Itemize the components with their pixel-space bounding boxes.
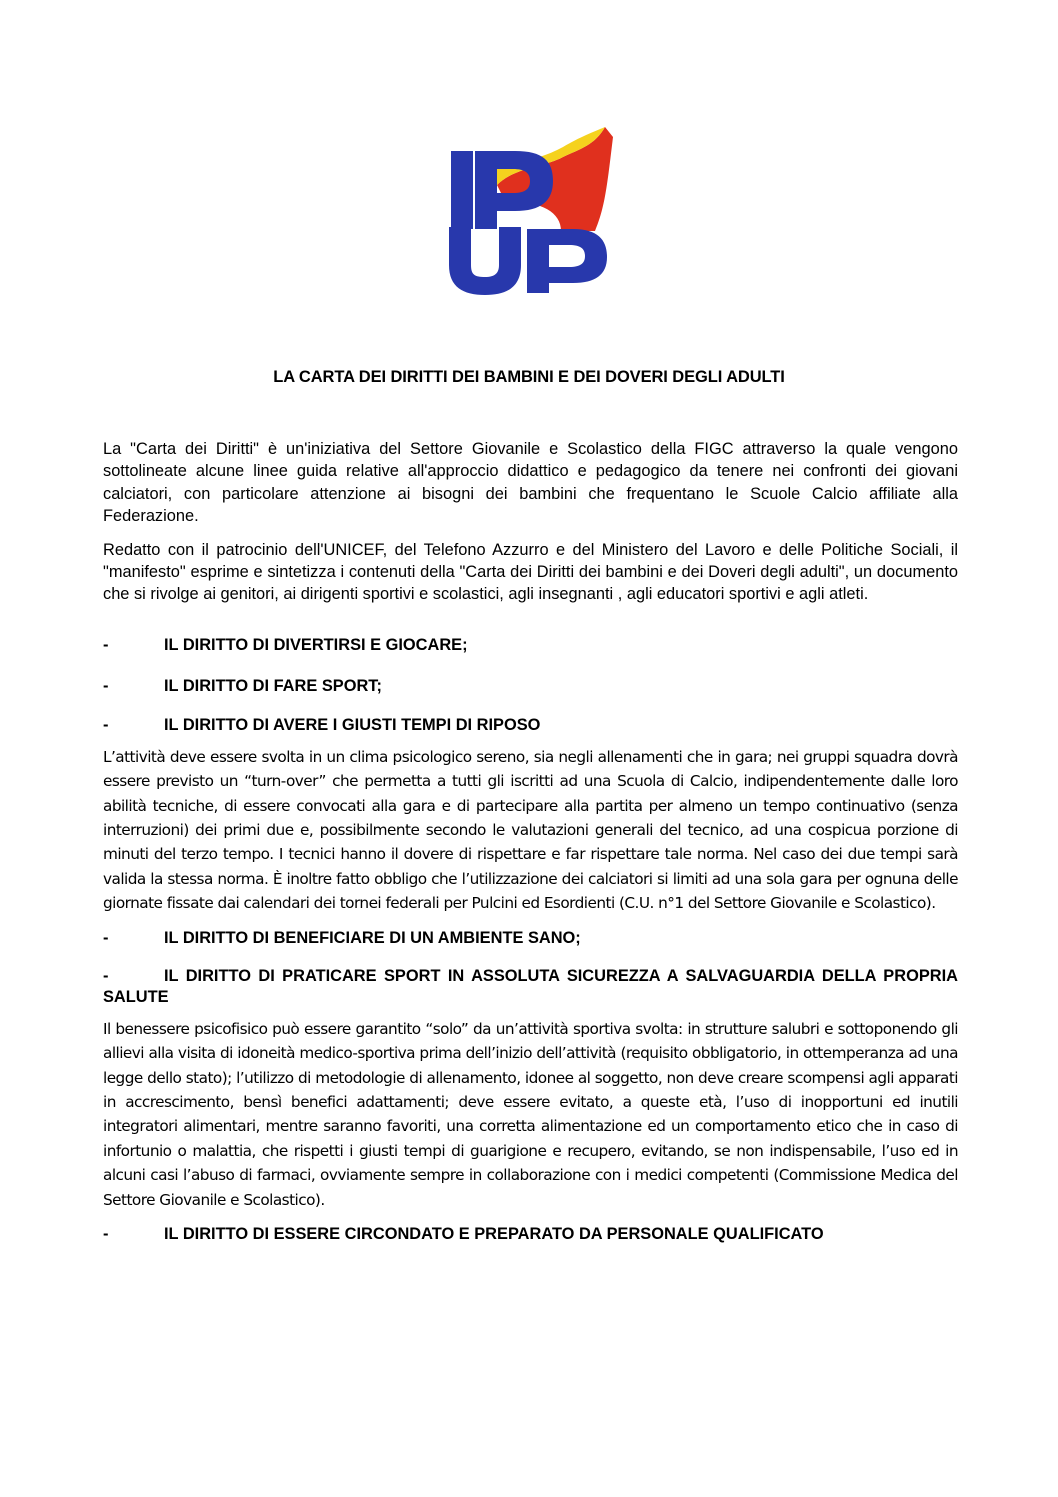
bullet-dash: - xyxy=(103,966,109,985)
bullet-dash: - xyxy=(103,635,109,654)
right-heading-text: IL DIRITTO DI AVERE I GIUSTI TEMPI DI RIPOSO xyxy=(164,715,541,734)
right-heading-text: IL DIRITTO DI FARE SPORT; xyxy=(164,676,382,695)
right-heading-3 xyxy=(103,715,958,736)
bullet-dash: - xyxy=(103,715,109,734)
document-title: LA CARTA DEI DIRITTI DEI BAMBINI E DEI DOVERI DEGLI ADULTI xyxy=(273,368,785,386)
bullet-dash: - xyxy=(103,676,109,695)
right-heading-text: IL DIRITTO DI DIVERTIRSI E GIOCARE; xyxy=(164,635,468,654)
right-heading-5 xyxy=(103,966,958,1008)
right-heading-1 xyxy=(103,635,958,656)
document-body xyxy=(103,438,958,1245)
rest-paragraph: L’attività deve essere svolta in un clima psicologico sereno, sia negli allenamenti che in gara; nei gruppi squadra dovrà essere previsto un “turn-over” che permetta a tutti gli iscritti ad una Scuola di Calcio, indipendentemente dalle loro abilità tecniche, di essere convocati alla gara e di partecipare alla partita per almeno un tempo continuativo (senza interruzioni) dei primi due e, possibilmente secondo le valutazioni generali del tecnico, ad una cospicua porzione di minuti del terzo tempo. I tecnici hanno il dovere di rispettare e far rispettare tale norma. Nel caso dei due tempi sarà valida la stessa norma. È inoltre fatto obbligo che l’utilizzazione dei calciatori si limiti ad una sola gara per ognuna delle giornate fissate dai calendari dei tornei federali per Pulcini ed Esordienti (C.U. n°1 del Settore Giovanile e Scolastico). xyxy=(103,747,958,913)
right-heading-2 xyxy=(103,676,958,697)
bullet-dash: - xyxy=(103,1224,109,1243)
right-heading-text: IL DIRITTO DI ESSERE CIRCONDATO E PREPARATO DA PERSONALE QUALIFICATO xyxy=(164,1224,824,1243)
up-logo xyxy=(445,127,615,295)
intro-paragraph-1: La "Carta dei Diritti" è un'iniziativa del Settore Giovanile e Scolastico della FIGC attraverso la quale vengono sottolineate alcune linee guida relative all'approccio didattico e pedagogico da tenere nei confronti dei giovani calciatori, con particolare attenzione ai bisogni dei bambini che frequentano le Scuole Calcio affiliate alla Federazione. xyxy=(103,440,958,526)
right-heading-6 xyxy=(103,1224,958,1245)
right-heading-text: IL DIRITTO DI BENEFICIARE DI UN AMBIENTE SANO; xyxy=(164,928,581,947)
right-heading-text: IL DIRITTO DI PRATICARE SPORT IN ASSOLUTA SICUREZZA A SALVAGUARDIA DELLA PROPRIA SALUTE xyxy=(103,966,958,1006)
bullet-dash: - xyxy=(103,928,109,947)
logo-flag-red xyxy=(497,127,613,231)
logo-letter-u xyxy=(449,227,521,295)
right-heading-4 xyxy=(103,928,958,949)
health-paragraph: Il benessere psicofisico può essere garantito “solo” da un’attività sportiva svolta: in strutture salubri e sottoponendo gli allievi alla visita di idoneità medico-sportiva prima dell’inizio dell’attività (requisito obbligatorio, in ottemperanza ad una legge dello stato); l’utilizzo di metodologie di allenamento, idonee al soggetto, non deve creare scompensi agli apparati in accrescimento, bensì benefici adattamenti; deve essere evitato, a queste età, l’uso di inopportuni ed inutili integratori alimentari, mentre saranno favoriti, una corretta alimentazione ed un comportamento etico che in caso di infortunio o malattia, che rispetti i giusti tempi di guarigione e recupero, evitando, se non indispensabile, l’uso ed in alcuni casi l’abuso di farmaci, ovviamente sempre in collaborazione con i medici competenti (Commissione Medica del Settore Giovanile e Scolastico). xyxy=(103,1019,958,1209)
intro-paragraph-2: Redatto con il patrocinio dell'UNICEF, del Telefono Azzurro e del Ministero del Lavoro e delle Politiche Sociali, il "manifesto" esprime e sintetizza i contenuti della "Carta dei Diritti dei bambini e dei Doveri degli adulti", un documento che si rivolge ai genitori, ai dirigenti sportivi e scolastici, agli insegnanti , agli educatori sportivi e agli atleti. xyxy=(103,540,958,604)
logo-letter-p-bottom xyxy=(527,229,607,293)
